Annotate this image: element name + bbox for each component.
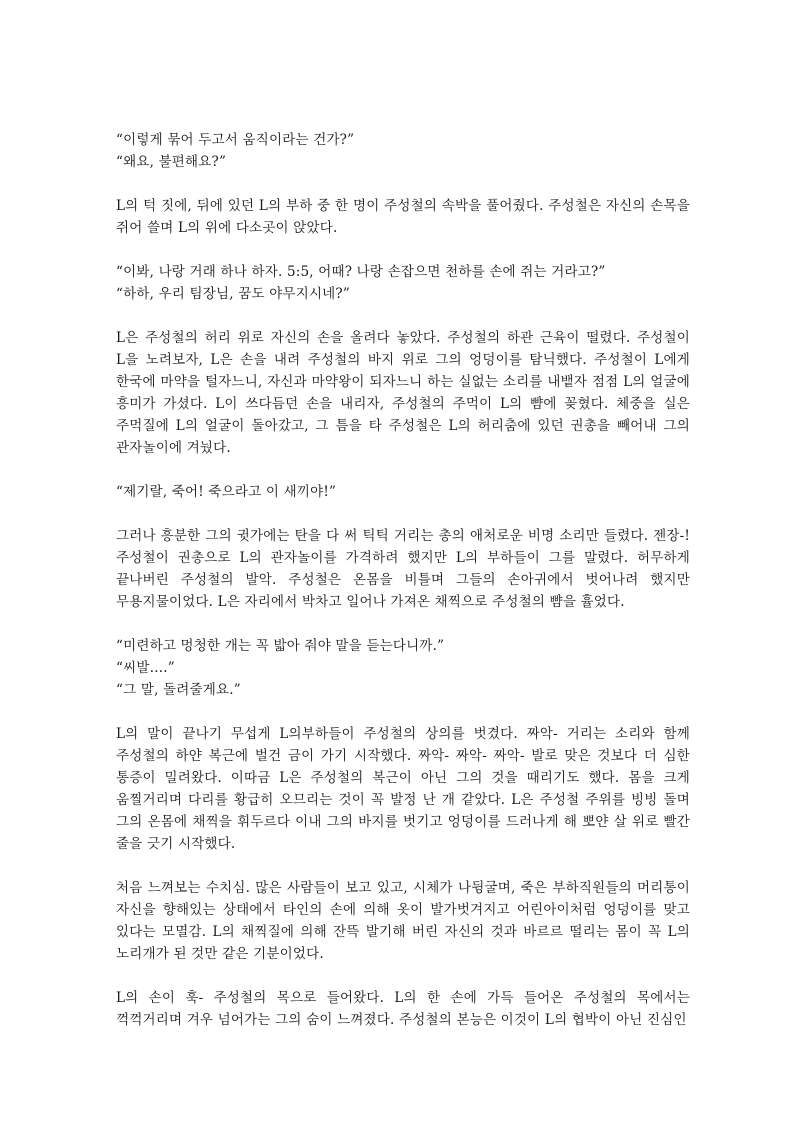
narrative-paragraph: 처음 느껴보는 수치심. 많은 사람들이 보고 있고, 시체가 나뒹굴며, 죽은 부하직원들의 머리통이 자신을 향해있는 상태에서 타인의 손에 의해 옷이 발가벗겨지고 어린아이처럼 엉덩이를 맞고 있다는 모멸감. L의 채찍질에 의해 잔뜩 발기해 버린 자신의 것과 바르르 떨리는 몸이 꼭 L의 노리개가 된 것만 같은 기분이었다.: [116, 880, 690, 962]
dialogue-line: “제기랄, 죽어! 죽으라고 이 새끼야!”: [116, 484, 337, 500]
story-body: [116, 129, 690, 1053]
narrative-paragraph: 그러나 흥분한 그의 귓가에는 탄을 다 써 틱틱 거리는 총의 애처로운 비명 소리만 들렸다. 젠장-! 주성철이 권총으로 L의 관자놀이를 가격하려 했지만 L의 부하들이 그를 말렸다. 허무하게 끝나버린 주성철의 발악. 주성철은 온몸을 비틀며 그들의 손아귀에서 벗어나려 했지만 무용지물이었다. L은 자리에서 박차고 일어나 가져온 채찍으로 주성철의 뺨을 휼었다.: [116, 528, 690, 610]
dialogue-line: “씨발….”: [116, 660, 175, 676]
dialogue-line: “그 말, 돌려줄게요.”: [116, 682, 241, 698]
narrative-paragraph: L의 말이 끝나기 무섭게 L의부하들이 주성철의 상의를 벗겼다. 짜악- 거리는 소리와 함께 주성철의 하얀 복근에 벌건 금이 가기 시작했다. 짜악- 짜악- 짜악- 발로 맞은 것보다 더 심한 통증이 밀려왔다. 이따금 L은 주성철의 복근이 아닌 그의 것을 때리기도 했다. 몸을 크게 움찔거리며 다리를 황급히 오므리는 것이 꼭 발정 난 개 같았다. L은 주성철 주위를 빙빙 돌며 그의 온몸에 채찍을 휘두르다 이내 그의 바지를 벗기고 엉덩이를 드러나게 해 뽀얀 살 위로 빨간 줄을 긋기 시작했다.: [116, 726, 690, 852]
narrative-paragraph: L은 주성철의 허리 위로 자신의 손을 올려다 놓았다. 주성철의 하관 근육이 떨렸다. 주성철이 L을 노려보자, L은 손을 내려 주성철의 바지 위로 그의 엉덩이를 탐닉했다. 주성철이 L에게 한국에 마약을 털자느니, 자신과 마약왕이 되자느니 하는 실없는 소리를 내뱉자 점점 L의 얼굴에 흥미가 가셨다. L이 쓰다듬던 손을 내리자, 주성철의 주먹이 L의 뺨에 꽂혔다. 체중을 실은 주먹질에 L의 얼굴이 돌아갔고, 그 틈을 타 주성철은 L의 허리춤에 있던 권총을 빼어내 그의 관자놀이에 겨눴다.: [116, 330, 690, 456]
dialogue-line: “미련하고 멍청한 개는 꼭 밟아 줘야 말을 듣는다니까.”: [116, 638, 445, 654]
dialogue-line: “하하, 우리 팀장님, 꿈도 야무지시네?”: [116, 286, 350, 302]
dialogue-line: “왜요, 불편해요?”: [116, 154, 227, 170]
narrative-paragraph: L의 손이 훅- 주성철의 목으로 들어왔다. L의 한 손에 가득 들어온 주성철의 목에서는 꺽꺽거리며 겨우 넘어가는 그의 숨이 느껴졌다. 주성철의 본능은 이것이 L의 협박이 아닌 진심인: [116, 990, 690, 1028]
narrative-paragraph: L의 턱 짓에, 뒤에 있던 L의 부하 중 한 명이 주성철의 속박을 풀어줬다. 주성철은 자신의 손목을 쥐어 쓸며 L의 위에 다소곳이 앉았다.: [116, 198, 690, 236]
dialogue-line: “이봐, 나랑 거래 하나 하자. 5:5, 어때? 나랑 손잡으면 천하를 손에 쥐는 거라고?”: [116, 264, 606, 280]
dialogue-line: “이렇게 묶어 두고서 움직이라는 건가?”: [116, 132, 355, 148]
